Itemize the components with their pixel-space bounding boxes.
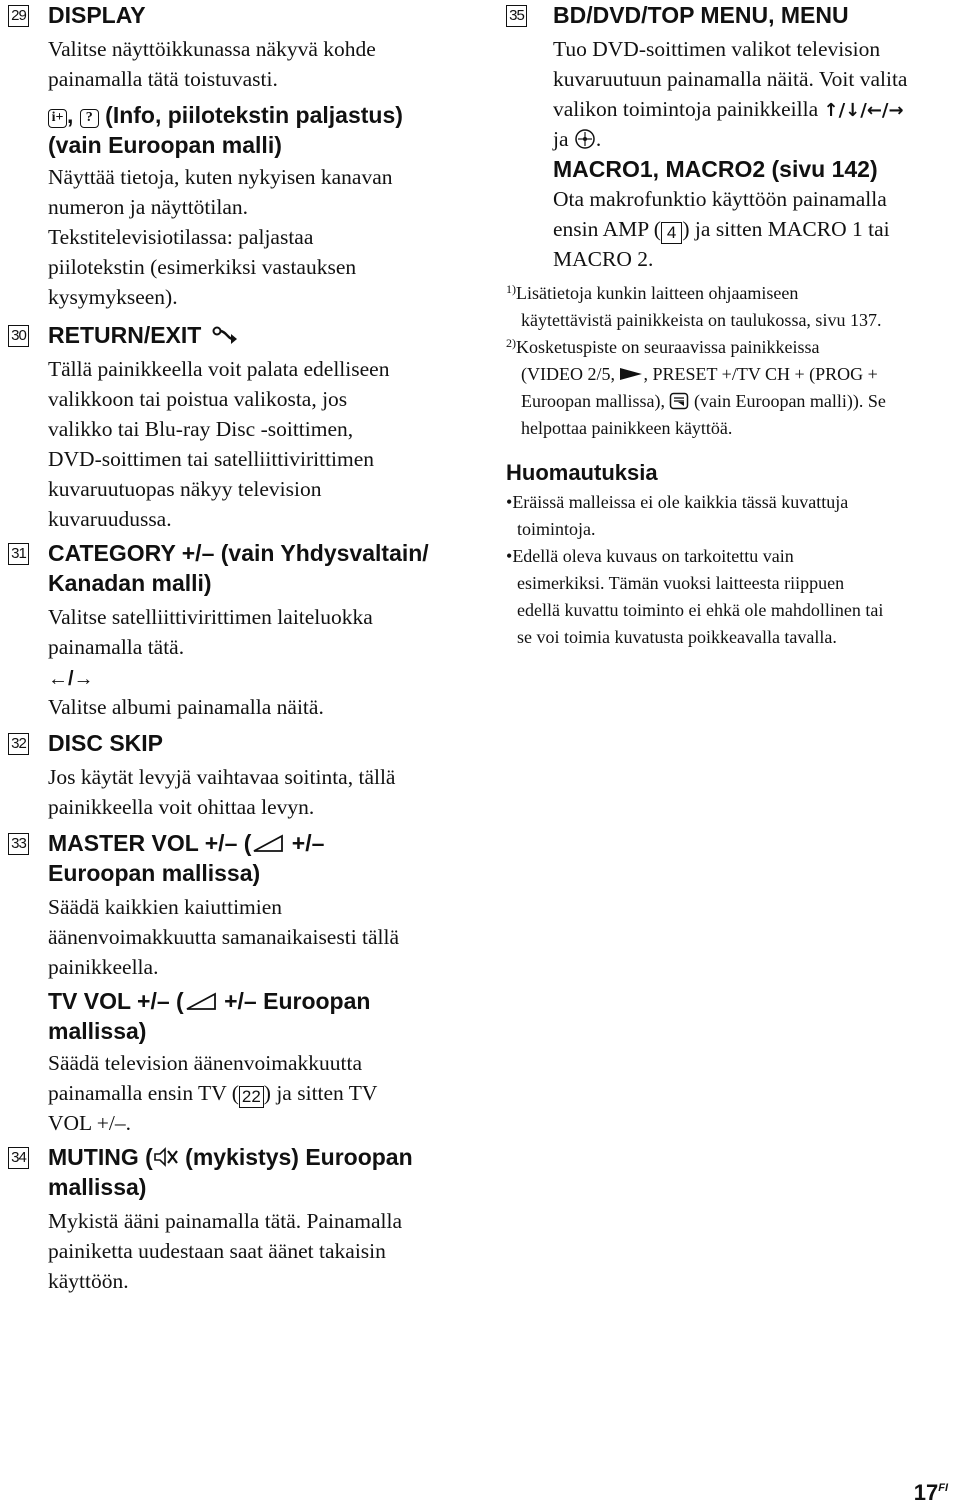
text-part: ensin AMP (	[553, 217, 661, 241]
item-text: Mykistä ääni painamalla tätä. Painamalla	[48, 1209, 403, 1233]
footnote-text: helpottaa painikkeen käyttöä.	[521, 418, 733, 438]
sub-heading-text: TV VOL +/– (	[48, 988, 184, 1014]
text-part: ) ja sitten TV	[263, 1081, 378, 1105]
item-heading: Kanadan malli)	[48, 570, 212, 596]
sub-heading: i+ , ? (Info, piilotekstin paljastus)	[48, 100, 403, 130]
item-heading-text: MASTER VOL +/– (	[48, 830, 252, 856]
speaker-mute-icon	[153, 1146, 179, 1168]
item-heading	[48, 1142, 413, 1172]
sub-heading-text: (Info, piilotekstin paljastus)	[105, 102, 403, 128]
notes-heading: Huomautuksia	[506, 460, 658, 485]
item-heading: Euroopan mallissa)	[48, 860, 261, 886]
note-bullet	[506, 543, 794, 570]
item-heading: mallissa)	[48, 1174, 147, 1200]
item-text	[48, 1078, 377, 1108]
item-heading: DISC SKIP	[48, 730, 164, 756]
sub-heading: (vain Euroopan malli)	[48, 132, 282, 158]
question-icon: ?	[80, 109, 99, 128]
enter-circle-icon	[574, 128, 596, 150]
item-text	[553, 214, 890, 244]
footnote-2	[506, 334, 819, 361]
item-text: valikkoon tai poistua valikosta, jos	[48, 387, 348, 411]
page-number-value: 17	[913, 1480, 939, 1505]
footnote-mark: 1)	[506, 282, 516, 296]
text-part: Euroopan mallissa),	[521, 391, 665, 411]
text-part: ja	[553, 127, 569, 151]
button-ref-number: 4	[661, 222, 682, 244]
item-text: Valitse näyttöikkunassa näkyvä kohde	[48, 37, 376, 61]
item-number: 35	[506, 5, 527, 27]
item-text: käyttöön.	[48, 1269, 129, 1293]
text-page-icon	[669, 392, 689, 410]
item-text: kuvaruudussa.	[48, 507, 172, 531]
footnote-text: Kosketuspiste on seuraavissa painikkeissa	[516, 337, 820, 357]
text-part: valikon toimintoja painikkeilla	[553, 97, 819, 121]
item-number: 34	[8, 1147, 29, 1169]
item-text: Valitse albumi painamalla näitä.	[48, 695, 324, 719]
item-text: Säädä television äänenvoimakkuutta	[48, 1051, 363, 1075]
footnote-mark: 2)	[506, 336, 516, 350]
note-text: toimintoja.	[517, 519, 596, 539]
item-heading: BD/DVD/TOP MENU, MENU	[553, 2, 849, 28]
text-part: painamalla ensin TV (	[48, 1081, 239, 1105]
note-text: se voi toimia kuvatusta poikkeavalla tavalla.	[517, 627, 837, 647]
footnote-1	[506, 280, 798, 307]
bullet-mark: •	[506, 546, 513, 566]
item-text: painamalla tätä.	[48, 635, 185, 659]
item-heading: CATEGORY +/– (vain Yhdysvaltain/	[48, 540, 429, 566]
item-number: 33	[8, 833, 29, 855]
item-text: VOL +/–.	[48, 1111, 131, 1135]
sub-heading: mallissa)	[48, 1018, 147, 1044]
footnote-text: käytettävistä painikkeista on taulukossa, sivu 137.	[521, 310, 882, 330]
note-text: edellä kuvattu toiminto ei ehkä ole mahdollinen tai	[517, 600, 884, 620]
note-text: esimerkiksi. Tämän vuoksi laitteesta riippuen	[517, 573, 845, 593]
note-text: Eräissä malleissa ei ole kaikkia tässä kuvattuja	[512, 492, 849, 512]
item-text: Säädä kaikkien kaiuttimien	[48, 895, 283, 919]
item-heading-text: RETURN/EXIT	[48, 322, 202, 348]
item-text: painikkeella voit ohittaa levyn.	[48, 795, 315, 819]
volume-wedge-icon	[251, 833, 285, 853]
arrow-buttons-label: ←/→	[48, 668, 94, 690]
item-text: MACRO 2.	[553, 247, 654, 271]
text-part: (VIDEO 2/5,	[521, 364, 615, 384]
item-heading	[48, 320, 238, 350]
volume-wedge-icon	[184, 991, 218, 1011]
bullet-mark: •	[506, 492, 513, 512]
item-text: numeron ja näyttötilan.	[48, 195, 249, 219]
item-text: ja .	[553, 127, 602, 151]
footnote-text: Lisätietoja kunkin laitteen ohjaamiseen	[516, 283, 799, 303]
item-number: 30	[8, 325, 29, 347]
footnote-text	[521, 361, 878, 388]
button-ref-number: 22	[239, 1086, 264, 1108]
item-text: kuvaruutuun painamalla näitä. Voit valita	[553, 67, 908, 91]
item-text: Näyttää tietoja, kuten nykyisen kanavan	[48, 165, 393, 189]
page-number	[914, 1480, 948, 1506]
item-text: DVD-soittimen tai satelliittivirittimen	[48, 447, 375, 471]
item-text: valikko tai Blu-ray Disc -soittimen,	[48, 417, 354, 441]
item-heading-text: +/–	[285, 830, 325, 856]
item-number: 31	[8, 543, 29, 565]
item-text: painiketta uudestaan saat äänet takaisin	[48, 1239, 386, 1263]
item-text: kysymykseen).	[48, 285, 178, 309]
item-text: Valitse satelliittivirittimen laiteluokka	[48, 605, 373, 629]
item-text: Ota makrofunktio käyttöön painamalla	[553, 187, 887, 211]
sub-heading: MACRO1, MACRO2 (sivu 142)	[553, 156, 878, 182]
item-heading	[48, 828, 324, 858]
item-text: Tuo DVD-soittimen valikot television	[553, 37, 881, 61]
item-text: piilotekstin (esimerkiksi vastauksen	[48, 255, 357, 279]
footnote-text	[521, 388, 886, 415]
item-text: Jos käytät levyjä vaihtavaa soitinta, tällä	[48, 765, 396, 789]
text-part: , PRESET +/TV CH + (PROG +	[643, 364, 878, 384]
sub-heading	[48, 986, 370, 1016]
arrow-buttons-glyphs: ↑/↓/←/→	[823, 100, 904, 121]
text-part: (vain Euroopan malli)). Se	[689, 391, 886, 411]
sub-heading-text: +/– Euroopan	[217, 988, 371, 1014]
item-heading-text: (mykistys) Euroopan	[178, 1144, 413, 1170]
item-text: painikkeella.	[48, 955, 159, 979]
item-text: painamalla tätä toistuvasti.	[48, 67, 278, 91]
item-heading-text: MUTING (	[48, 1144, 153, 1170]
text-part: ) ja sitten MACRO 1 tai	[682, 217, 890, 241]
info-plus-icon: i+	[48, 109, 67, 128]
item-heading: DISPLAY	[48, 2, 146, 28]
item-text: Tällä painikkeella voit palata edelliseen	[48, 357, 390, 381]
note-text: Edellä oleva kuvaus on tarkoitettu vain	[512, 546, 794, 566]
item-text: äänenvoimakkuutta samanaikaisesti tällä	[48, 925, 400, 949]
item-number: 29	[8, 5, 29, 27]
play-triangle-icon	[619, 366, 643, 382]
item-number: 32	[8, 733, 29, 755]
note-bullet	[506, 489, 848, 516]
item-text: kuvaruutuopas näkyy television	[48, 477, 322, 501]
item-text	[553, 94, 904, 126]
page-language-suffix: FI	[938, 1482, 948, 1494]
item-text: Tekstitelevisiotilassa: paljastaa	[48, 225, 314, 249]
return-arrow-icon	[212, 325, 238, 345]
